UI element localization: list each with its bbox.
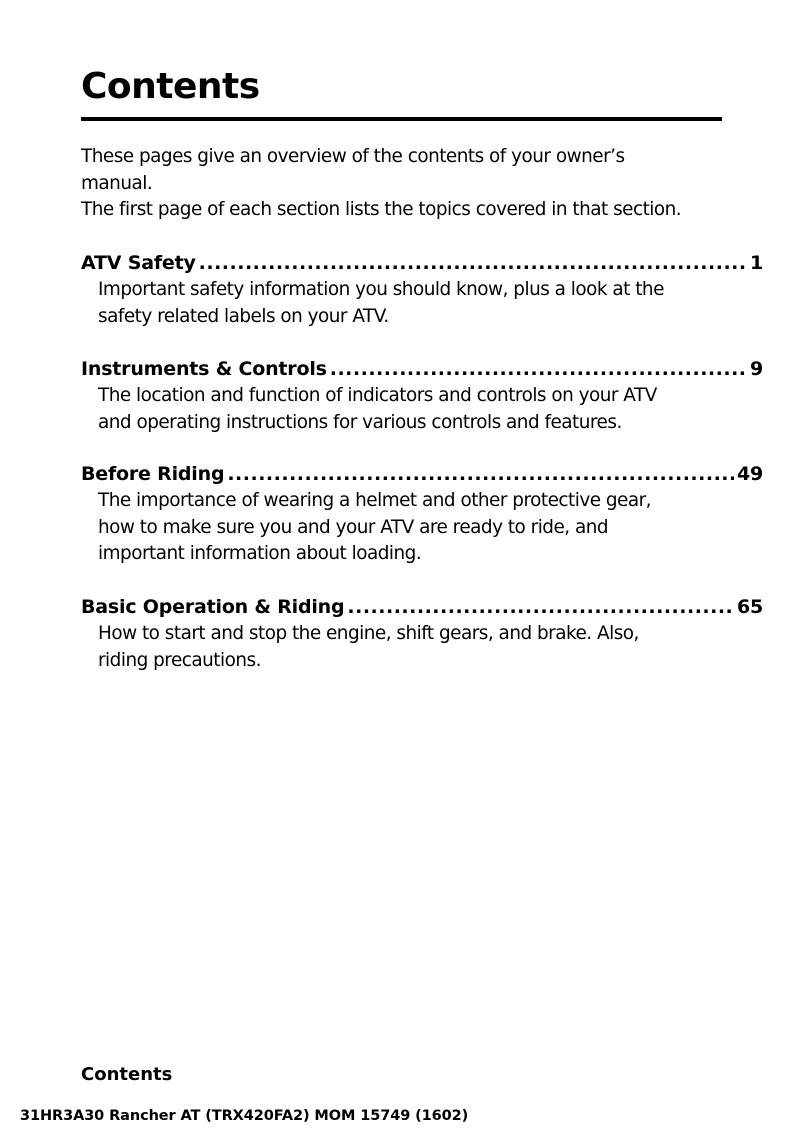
toc-entry-heading[interactable] xyxy=(81,461,763,488)
toc-entry-description: important information about loading. xyxy=(98,543,422,564)
page-title: Contents xyxy=(81,66,260,107)
toc-entry-description: riding precautions. xyxy=(98,649,261,671)
toc-entry-title[interactable]: Instruments & Controls xyxy=(81,358,327,380)
title-rule xyxy=(81,117,722,121)
dot-leader xyxy=(199,250,747,277)
toc-entry-title[interactable]: Basic Operation & Riding xyxy=(81,596,345,618)
intro-paragraph xyxy=(81,144,731,224)
footer-section-label: Contents xyxy=(81,1064,173,1085)
toc-entry-description: how to make sure you and your ATV are ready to ride, and xyxy=(98,516,609,538)
toc-entry-description: The location and function of indicators and controls on your ATV xyxy=(98,385,657,406)
dot-leader xyxy=(347,594,734,621)
toc-entry-heading[interactable] xyxy=(81,594,763,621)
toc-entry-description: How to start and stop the engine, shift gears, and brake. Also, xyxy=(98,623,639,644)
intro-line: These pages give an overview of the contents of your owner’s xyxy=(81,146,625,167)
footer-document-code: 31HR3A30 Rancher AT (TRX420FA2) MOM 15749 (1602) xyxy=(20,1108,469,1124)
toc-page-number[interactable]: 49 xyxy=(736,463,763,485)
toc-entry-before-riding[interactable] xyxy=(81,461,763,568)
intro-line: The first page of each section lists the topics covered in that section. xyxy=(81,199,682,220)
toc-entry-description: The importance of wearing a helmet and other protective gear, xyxy=(98,490,652,511)
toc-entry-heading[interactable] xyxy=(81,356,763,383)
toc-page-number[interactable]: 1 xyxy=(749,252,763,274)
toc-entry-instruments-controls[interactable] xyxy=(81,356,763,436)
toc-entry-basic-operation-riding[interactable] xyxy=(81,594,763,674)
toc-entry-atv-safety[interactable] xyxy=(81,250,763,330)
dot-leader xyxy=(227,461,734,488)
toc-entry-description: safety related labels on your ATV. xyxy=(98,305,389,327)
toc-entry-heading[interactable] xyxy=(81,250,763,277)
toc-entry-title[interactable]: ATV Safety xyxy=(81,252,196,274)
toc-entry-description: and operating instructions for various controls and features. xyxy=(98,411,622,433)
toc-entry-description: Important safety information you should know, plus a look at the xyxy=(98,279,664,300)
intro-line: manual. xyxy=(81,172,153,194)
toc-entry-title[interactable]: Before Riding xyxy=(81,463,225,485)
toc-page-number[interactable]: 65 xyxy=(736,596,763,618)
toc-page-number[interactable]: 9 xyxy=(749,358,763,380)
dot-leader xyxy=(330,356,747,383)
